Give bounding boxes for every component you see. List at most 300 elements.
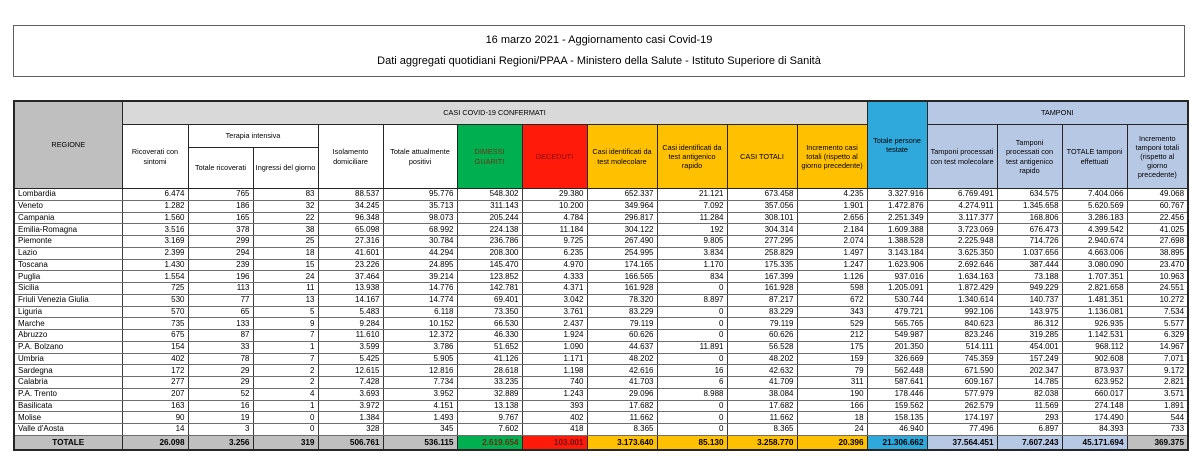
value-cell: 83.229: [587, 306, 657, 318]
value-cell: 4: [253, 388, 318, 400]
value-cell: 304.122: [587, 224, 657, 236]
region-row: [14, 424, 1188, 436]
value-cell: 745.359: [927, 353, 997, 365]
region-name: Veneto: [14, 200, 122, 212]
value-cell: 2.225.948: [927, 236, 997, 248]
value-cell: 33.235: [457, 377, 522, 389]
column-header-casi-molecolare: Casi identificati da test molecolare: [587, 125, 657, 189]
value-cell: 3.952: [383, 388, 457, 400]
total-value-cell: 319: [253, 435, 318, 450]
value-cell: 402: [522, 412, 587, 424]
value-cell: 565.765: [867, 318, 927, 330]
header-column-row: [14, 125, 1188, 148]
value-cell: 3.625.350: [927, 247, 997, 259]
value-cell: 0: [657, 306, 727, 318]
region-name: Sicilia: [14, 283, 122, 295]
value-cell: 4.371: [522, 283, 587, 295]
value-cell: 304.314: [727, 224, 797, 236]
column-header-dimessi-guariti: DIMESSI GUARITI: [457, 125, 522, 189]
value-cell: 4.399.542: [1062, 224, 1127, 236]
region-row: [14, 353, 1188, 365]
total-row: [14, 435, 1188, 450]
value-cell: 41.709: [727, 377, 797, 389]
value-cell: 13.938: [318, 283, 383, 295]
value-cell: 13: [253, 294, 318, 306]
table-header: [14, 101, 1188, 189]
value-cell: 609.167: [927, 377, 997, 389]
total-value-cell: 3.256: [188, 435, 253, 450]
value-cell: 56.528: [727, 341, 797, 353]
column-header-regione: REGIONE: [14, 101, 122, 189]
value-cell: 623.952: [1062, 377, 1127, 389]
region-name: Campania: [14, 212, 122, 224]
value-cell: 18: [253, 247, 318, 259]
region-name: Puglia: [14, 271, 122, 283]
value-cell: 157.249: [997, 353, 1062, 365]
value-cell: 5.483: [318, 306, 383, 318]
region-name: Lombardia: [14, 189, 122, 201]
value-cell: 3.693: [318, 388, 383, 400]
value-cell: 733: [1127, 424, 1188, 436]
group-header-tamponi: TAMPONI: [927, 101, 1188, 125]
value-cell: 175.335: [727, 259, 797, 271]
value-cell: 418: [522, 424, 587, 436]
value-cell: 0: [657, 353, 727, 365]
value-cell: 1.891: [1127, 400, 1188, 412]
value-cell: 33: [188, 341, 253, 353]
value-cell: 10.200: [522, 200, 587, 212]
value-cell: 258.829: [727, 247, 797, 259]
value-cell: 22: [253, 212, 318, 224]
value-cell: 3.571: [1127, 388, 1188, 400]
column-header-tamponi-antigenico: Tamponi processati con test antigenico rapido: [997, 125, 1062, 189]
value-cell: 2.074: [797, 236, 867, 248]
total-value-cell: 3.173.640: [587, 435, 657, 450]
region-name: Toscana: [14, 259, 122, 271]
region-row: [14, 212, 1188, 224]
value-cell: 113: [188, 283, 253, 295]
value-cell: 0: [657, 330, 727, 342]
value-cell: 178.446: [867, 388, 927, 400]
value-cell: 84.393: [1062, 424, 1127, 436]
value-cell: 1.136.081: [1062, 306, 1127, 318]
column-header-casi-totali: CASI TOTALI: [727, 125, 797, 189]
value-cell: 1.340.614: [927, 294, 997, 306]
total-value-cell: 2.619.654: [457, 435, 522, 450]
value-cell: 2: [253, 365, 318, 377]
value-cell: 7: [253, 330, 318, 342]
value-cell: 1.142.531: [1062, 330, 1127, 342]
value-cell: 454.001: [997, 341, 1062, 353]
value-cell: 19: [188, 412, 253, 424]
value-cell: 1.384: [318, 412, 383, 424]
region-row: [14, 400, 1188, 412]
region-name: Lazio: [14, 247, 122, 259]
value-cell: 9.284: [318, 318, 383, 330]
region-name: Piemonte: [14, 236, 122, 248]
value-cell: 1.609.388: [867, 224, 927, 236]
value-cell: 79.119: [587, 318, 657, 330]
value-cell: 1.171: [522, 353, 587, 365]
value-cell: 38.895: [1127, 247, 1188, 259]
covid-data-table: [13, 100, 1189, 451]
region-row: [14, 365, 1188, 377]
value-cell: 88.537: [318, 189, 383, 201]
value-cell: 4.151: [383, 400, 457, 412]
value-cell: 274.148: [1062, 400, 1127, 412]
table-body: [14, 189, 1188, 451]
value-cell: 1.205.091: [867, 283, 927, 295]
value-cell: 7.092: [657, 200, 727, 212]
column-header-persone-testate: Totale persone testate: [867, 101, 927, 189]
value-cell: 11.184: [522, 224, 587, 236]
value-cell: 205.244: [457, 212, 522, 224]
value-cell: 725: [122, 283, 188, 295]
value-cell: 7.602: [457, 424, 522, 436]
value-cell: 52: [188, 388, 253, 400]
value-cell: 673.458: [727, 189, 797, 201]
value-cell: 7: [253, 353, 318, 365]
value-cell: 949.229: [997, 283, 1062, 295]
value-cell: 1.924: [522, 330, 587, 342]
value-cell: 2.821.658: [1062, 283, 1127, 295]
value-cell: 46.330: [457, 330, 522, 342]
value-cell: 46.940: [867, 424, 927, 436]
value-cell: 3.972: [318, 400, 383, 412]
value-cell: 10.152: [383, 318, 457, 330]
value-cell: 25: [253, 236, 318, 248]
value-cell: 0: [253, 424, 318, 436]
value-cell: 0: [657, 424, 727, 436]
value-cell: 652.337: [587, 189, 657, 201]
value-cell: 11.284: [657, 212, 727, 224]
value-cell: 41.025: [1127, 224, 1188, 236]
region-name: Abruzzo: [14, 330, 122, 342]
value-cell: 0: [657, 318, 727, 330]
value-cell: 87.217: [727, 294, 797, 306]
value-cell: 38.084: [727, 388, 797, 400]
region-row: [14, 259, 1188, 271]
value-cell: 4.663.006: [1062, 247, 1127, 259]
value-cell: 1.623.906: [867, 259, 927, 271]
value-cell: 98.073: [383, 212, 457, 224]
value-cell: 14.776: [383, 283, 457, 295]
value-cell: 51.652: [457, 341, 522, 353]
value-cell: 18: [797, 412, 867, 424]
value-cell: 14.785: [997, 377, 1062, 389]
value-cell: 28.618: [457, 365, 522, 377]
value-cell: 166.565: [587, 271, 657, 283]
value-cell: 293: [997, 412, 1062, 424]
value-cell: 16: [188, 400, 253, 412]
value-cell: 3.786: [383, 341, 457, 353]
value-cell: 12.816: [383, 365, 457, 377]
value-cell: 823.246: [927, 330, 997, 342]
value-cell: 671.590: [927, 365, 997, 377]
value-cell: 3.143.184: [867, 247, 927, 259]
value-cell: 143.975: [997, 306, 1062, 318]
value-cell: 937.016: [867, 271, 927, 283]
value-cell: 570: [122, 306, 188, 318]
column-header-attualmente-positivi: Totale attualmente positivi: [383, 125, 457, 189]
value-cell: 6.474: [122, 189, 188, 201]
value-cell: 161.928: [727, 283, 797, 295]
value-cell: 66.530: [457, 318, 522, 330]
value-cell: 79: [797, 365, 867, 377]
value-cell: 3.286.183: [1062, 212, 1127, 224]
value-cell: 14.774: [383, 294, 457, 306]
value-cell: 4.333: [522, 271, 587, 283]
region-row: [14, 189, 1188, 201]
value-cell: 32: [253, 200, 318, 212]
value-cell: 308.101: [727, 212, 797, 224]
value-cell: 5.905: [383, 353, 457, 365]
value-cell: 186: [188, 200, 253, 212]
value-cell: 90: [122, 412, 188, 424]
value-cell: 190: [797, 388, 867, 400]
value-cell: 311.143: [457, 200, 522, 212]
value-cell: 14.167: [318, 294, 383, 306]
value-cell: 1.554: [122, 271, 188, 283]
value-cell: 69.401: [457, 294, 522, 306]
value-cell: 60.626: [587, 330, 657, 342]
column-header-isolamento: Isolamento domiciliare: [318, 125, 383, 189]
region-row: [14, 224, 1188, 236]
total-value-cell: 103.001: [522, 435, 587, 450]
region-name: Calabria: [14, 377, 122, 389]
value-cell: 926.935: [1062, 318, 1127, 330]
value-cell: 4.235: [797, 189, 867, 201]
value-cell: 29: [188, 377, 253, 389]
value-cell: 29.380: [522, 189, 587, 201]
value-cell: 35.713: [383, 200, 457, 212]
total-value-cell: 3.258.770: [727, 435, 797, 450]
value-cell: 48.202: [727, 353, 797, 365]
value-cell: 3.169: [122, 236, 188, 248]
column-header-tamponi-molecolare: Tamponi processati con test molecolare: [927, 125, 997, 189]
column-header-ricoverati: Ricoverati con sintomi: [122, 125, 188, 189]
value-cell: 192: [657, 224, 727, 236]
value-cell: 142.781: [457, 283, 522, 295]
value-cell: 6.329: [1127, 330, 1188, 342]
value-cell: 834: [657, 271, 727, 283]
value-cell: 9.725: [522, 236, 587, 248]
total-value-cell: 369.375: [1127, 435, 1188, 450]
value-cell: 236.786: [457, 236, 522, 248]
value-cell: 201.350: [867, 341, 927, 353]
value-cell: 82.038: [997, 388, 1062, 400]
value-cell: 167.399: [727, 271, 797, 283]
region-name: Marche: [14, 318, 122, 330]
value-cell: 735: [122, 318, 188, 330]
value-cell: 163: [122, 400, 188, 412]
value-cell: 14: [122, 424, 188, 436]
value-cell: 12.615: [318, 365, 383, 377]
value-cell: 1.430: [122, 259, 188, 271]
value-cell: 208.300: [457, 247, 522, 259]
column-header-ingressi-giorno: Ingressi del giorno: [253, 148, 318, 189]
region-row: [14, 236, 1188, 248]
value-cell: 83: [253, 189, 318, 201]
value-cell: 17.682: [727, 400, 797, 412]
value-cell: 60.626: [727, 330, 797, 342]
report-title: 16 marzo 2021 - Aggiornamento casi Covid-19: [485, 34, 713, 47]
value-cell: 5.620.569: [1062, 200, 1127, 212]
value-cell: 562.448: [867, 365, 927, 377]
region-name: P.A. Bolzano: [14, 341, 122, 353]
value-cell: 8.897: [657, 294, 727, 306]
region-row: [14, 341, 1188, 353]
total-value-cell: 37.564.451: [927, 435, 997, 450]
total-value-cell: 506.761: [318, 435, 383, 450]
group-header-casi-confermati: CASI COVID-19 CONFERMATI: [122, 101, 867, 125]
value-cell: 1.170: [657, 259, 727, 271]
value-cell: 79.119: [727, 318, 797, 330]
value-cell: 0: [253, 412, 318, 424]
report-title-box: [13, 25, 1185, 77]
value-cell: 6.897: [997, 424, 1062, 436]
value-cell: 0: [657, 412, 727, 424]
value-cell: 530: [122, 294, 188, 306]
value-cell: 387.444: [997, 259, 1062, 271]
value-cell: 3.327.916: [867, 189, 927, 201]
value-cell: 224.138: [457, 224, 522, 236]
value-cell: 30.784: [383, 236, 457, 248]
value-cell: 254.995: [587, 247, 657, 259]
value-cell: 6.769.491: [927, 189, 997, 201]
value-cell: 326.669: [867, 353, 927, 365]
value-cell: 65: [188, 306, 253, 318]
value-cell: 38: [253, 224, 318, 236]
value-cell: 349.964: [587, 200, 657, 212]
value-cell: 24: [797, 424, 867, 436]
column-header-totale-tamponi: TOTALE tamponi effettuati: [1062, 125, 1127, 189]
total-value-cell: 45.171.694: [1062, 435, 1127, 450]
value-cell: 1.634.163: [927, 271, 997, 283]
value-cell: 23.470: [1127, 259, 1188, 271]
value-cell: 154: [122, 341, 188, 353]
value-cell: 992.106: [927, 306, 997, 318]
value-cell: 17.682: [587, 400, 657, 412]
value-cell: 840.623: [927, 318, 997, 330]
value-cell: 9.805: [657, 236, 727, 248]
value-cell: 174.165: [587, 259, 657, 271]
column-header-casi-antigenico: Casi identificati da test antigenico rapido: [657, 125, 727, 189]
value-cell: 4.274.911: [927, 200, 997, 212]
value-cell: 1.282: [122, 200, 188, 212]
value-cell: 175: [797, 341, 867, 353]
value-cell: 7.734: [383, 377, 457, 389]
value-cell: 6: [657, 377, 727, 389]
value-cell: 41.126: [457, 353, 522, 365]
value-cell: 207: [122, 388, 188, 400]
value-cell: 740: [522, 377, 587, 389]
value-cell: 78: [188, 353, 253, 365]
value-cell: 3: [188, 424, 253, 436]
value-cell: 15: [253, 259, 318, 271]
value-cell: 479.721: [867, 306, 927, 318]
region-row: [14, 247, 1188, 259]
value-cell: 42.632: [727, 365, 797, 377]
value-cell: 3.080.090: [1062, 259, 1127, 271]
total-value-cell: 536.115: [383, 435, 457, 450]
column-header-incremento-tamponi: Incremento tamponi totali (rispetto al giorno precedente): [1127, 125, 1188, 189]
value-cell: 166: [797, 400, 867, 412]
value-cell: 145.470: [457, 259, 522, 271]
value-cell: 5.577: [1127, 318, 1188, 330]
total-value-cell: 21.306.662: [867, 435, 927, 450]
value-cell: 378: [188, 224, 253, 236]
value-cell: 5.425: [318, 353, 383, 365]
header-group-row: [14, 101, 1188, 125]
value-cell: 8.988: [657, 388, 727, 400]
value-cell: 73.188: [997, 271, 1062, 283]
value-cell: 1.388.528: [867, 236, 927, 248]
value-cell: 140.737: [997, 294, 1062, 306]
value-cell: 24: [253, 271, 318, 283]
value-cell: 174.490: [1062, 412, 1127, 424]
value-cell: 548.302: [457, 189, 522, 201]
value-cell: 42.616: [587, 365, 657, 377]
value-cell: 277: [122, 377, 188, 389]
region-row: [14, 271, 1188, 283]
value-cell: 1.901: [797, 200, 867, 212]
value-cell: 73.350: [457, 306, 522, 318]
value-cell: 24.895: [383, 259, 457, 271]
value-cell: 11: [253, 283, 318, 295]
value-cell: 2.437: [522, 318, 587, 330]
region-name: Liguria: [14, 306, 122, 318]
value-cell: 29.096: [587, 388, 657, 400]
value-cell: 174.197: [927, 412, 997, 424]
value-cell: 159.562: [867, 400, 927, 412]
value-cell: 328: [318, 424, 383, 436]
value-cell: 402: [122, 353, 188, 365]
value-cell: 133: [188, 318, 253, 330]
value-cell: 3.516: [122, 224, 188, 236]
value-cell: 9: [253, 318, 318, 330]
value-cell: 544: [1127, 412, 1188, 424]
value-cell: 393: [522, 400, 587, 412]
value-cell: 158.135: [867, 412, 927, 424]
region-row: [14, 330, 1188, 342]
value-cell: 34.245: [318, 200, 383, 212]
value-cell: 3.117.377: [927, 212, 997, 224]
value-cell: 4.970: [522, 259, 587, 271]
value-cell: 12.372: [383, 330, 457, 342]
value-cell: 3.599: [318, 341, 383, 353]
total-value-cell: 7.607.243: [997, 435, 1062, 450]
value-cell: 87: [188, 330, 253, 342]
value-cell: 1.247: [797, 259, 867, 271]
value-cell: 24.551: [1127, 283, 1188, 295]
value-cell: 3.042: [522, 294, 587, 306]
value-cell: 549.987: [867, 330, 927, 342]
value-cell: 7.428: [318, 377, 383, 389]
value-cell: 44.294: [383, 247, 457, 259]
value-cell: 212: [797, 330, 867, 342]
value-cell: 1.497: [797, 247, 867, 259]
value-cell: 577.979: [927, 388, 997, 400]
value-cell: 16: [657, 365, 727, 377]
value-cell: 95.776: [383, 189, 457, 201]
value-cell: 345: [383, 424, 457, 436]
value-cell: 21.121: [657, 189, 727, 201]
value-cell: 2.692.646: [927, 259, 997, 271]
value-cell: 262.579: [927, 400, 997, 412]
value-cell: 1.560: [122, 212, 188, 224]
value-cell: 49.068: [1127, 189, 1188, 201]
